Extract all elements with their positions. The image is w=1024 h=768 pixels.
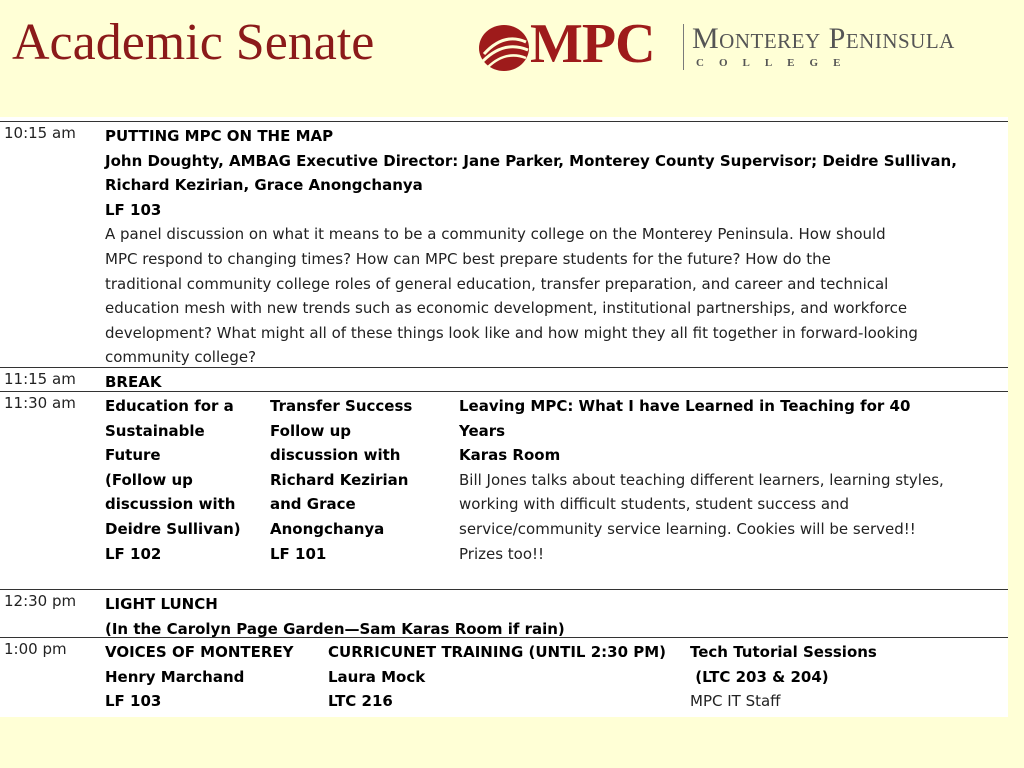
mpc-emblem-icon [478,24,530,72]
session-speaker: Laura Mock [328,667,426,686]
logo-separator [683,24,684,70]
session-room: LTC 216 [328,692,393,711]
schedule-row-100 [0,637,1008,714]
session-description: A panel discussion on what it means to be a community college on the Monterey Peninsula. How should [105,225,886,244]
session-cell [105,592,565,641]
session-title: VOICES OF MONTEREY [105,643,294,661]
logo-subtitle: COLLEGE [696,57,856,69]
session-description: MPC respond to changing times? How can MPC best prepare students for the future? How do the [105,249,831,268]
time-label: 11:30 am [4,394,76,412]
session-title: Leaving MPC: What I have Learned in Teaching for 40 [459,397,911,415]
session-cell-curricunet [328,640,683,714]
session-room: LF 103 [105,692,162,711]
session-room: (LTC 203 & 204) [690,667,829,686]
schedule-table [0,117,1008,717]
session-description: traditional community college roles of general education, transfer preparation, and career and technical [105,274,889,293]
session-speakers: John Doughty, AMBAG Executive Director: Jane Parker, Monterey County Supervisor; Deidre Sullivan, [105,151,957,170]
session-title: Years [459,421,506,440]
session-text: discussion with [270,446,401,465]
session-cell-transfer-success [270,394,450,566]
time-label: 11:15 am [4,370,76,388]
session-text: Deidre Sullivan) [105,519,241,538]
session-description: Bill Jones talks about teaching different learners, learning styles, [459,470,944,489]
session-text: Transfer Success [270,397,413,415]
session-speaker: MPC IT Staff [690,692,781,711]
session-room: LF 102 [105,544,162,563]
page-title: Academic Senate [12,14,375,71]
session-cell-sustainable-future [105,394,265,566]
session-description: service/community service learning. Cookies will be served!! [459,519,916,538]
session-room: Karas Room [459,446,561,465]
session-room: LF 101 [270,544,327,563]
time-label: 1:00 pm [4,640,67,658]
session-text: Anongchanya [270,519,385,538]
session-title: Tech Tutorial Sessions [690,643,877,661]
schedule-row-1015 [0,121,1008,368]
session-description: community college? [105,348,257,367]
session-speakers: Richard Kezirian, Grace Anongchanya [105,176,423,195]
session-cell [105,124,1000,370]
session-cell-leaving-mpc [459,394,1004,566]
session-description: development? What might all of these things look like and how might they all fit together in forward-looking [105,323,918,342]
session-description: education mesh with new trends such as economic development, institutional partnerships, and workforce [105,299,908,318]
session-title: LIGHT LUNCH [105,595,218,613]
session-text: Future [105,446,161,465]
session-title: CURRICUNET TRAINING (UNTIL 2:30 PM) [328,643,666,661]
session-cell-voices [105,640,325,714]
schedule-row-1230 [0,589,1008,638]
logo-college-name: Monterey Peninsula [692,22,955,55]
session-location: (In the Carolyn Page Garden—Sam Karas Room if rain) [105,619,565,638]
session-description: working with difficult students, student success and [459,495,850,514]
session-title: PUTTING MPC ON THE MAP [105,127,334,145]
session-text: discussion with [105,495,236,514]
session-room: LF 103 [105,200,162,219]
session-text: (Follow up [105,470,193,489]
session-text: Follow up [270,421,352,440]
session-text: Sustainable [105,421,205,440]
session-text: Education for a [105,397,234,415]
schedule-row-1115 [0,367,1008,392]
time-label: 12:30 pm [4,592,77,610]
mpc-logo [474,14,1019,78]
logo-abbreviation: MPC [530,13,655,75]
schedule-row-1130 [0,391,1008,590]
session-title: BREAK [105,373,162,391]
session-speaker: Henry Marchand [105,667,245,686]
session-text: Richard Kezirian [270,470,409,489]
session-description: Prizes too!! [459,544,545,563]
time-label: 10:15 am [4,124,76,142]
session-text: and Grace [270,495,356,514]
session-cell-tech-tutorial [690,640,1000,714]
